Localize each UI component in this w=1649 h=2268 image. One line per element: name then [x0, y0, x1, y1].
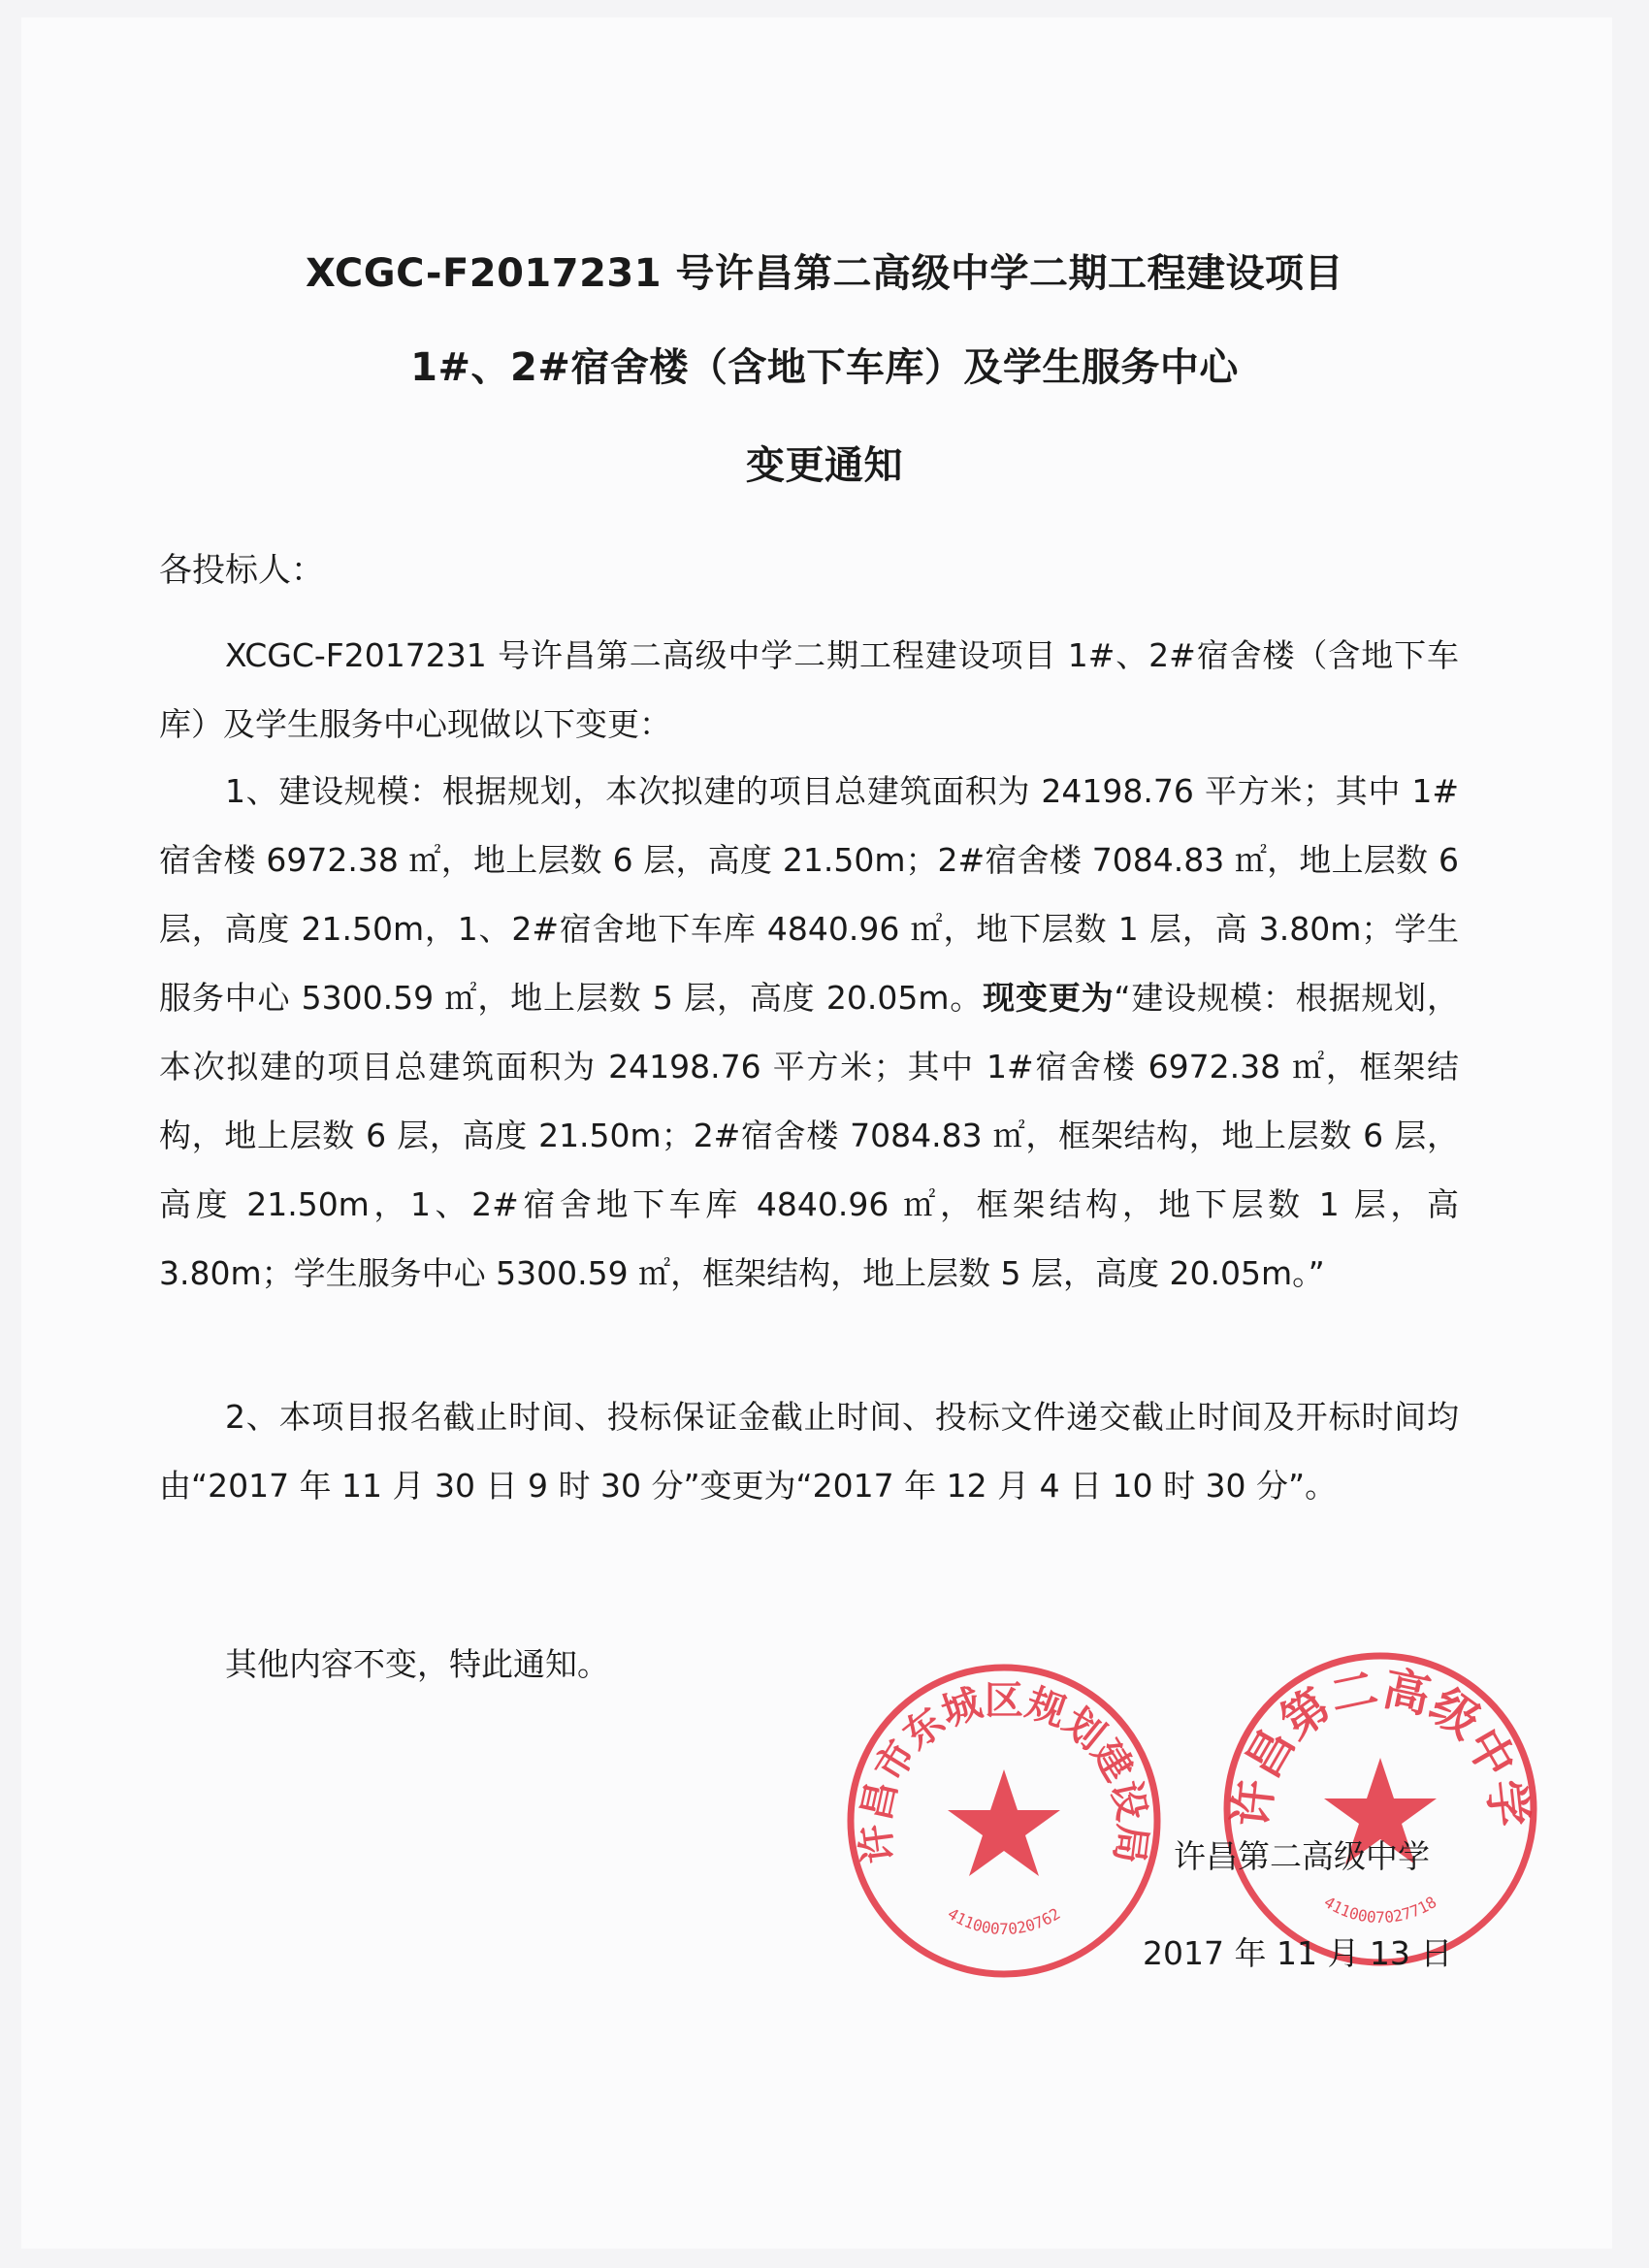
signature-date: 2017 年 11 月 13 日	[1143, 1934, 1453, 1972]
item-2-paragraph: 2、本项目报名截止时间、投标保证金截止时间、投标文件递交截止时间及开标时间均由“2017 年 11 月 30 日 9 时 30 分”变更为“2017 年 12 月 4 日 10 时 30 分”。	[159, 1398, 1459, 1505]
signature-organization: 许昌第二高级中学	[1174, 1837, 1430, 1875]
salutation: 各投标人：	[159, 551, 324, 590]
item-1-text-before: 1、建设规模：根据规划，本次拟建的项目总建筑面积为 24198.76 平方米；其中 1#宿舍楼 6972.38 ㎡，地上层数 6 层，高度 21.50m；2#宿舍楼 7084.83 ㎡，地上层数 6 层，高度 21.50m，1、2#宿舍地下车库 4840.96 ㎡，地下层数 1 层，高 3.80m；学生服务中心 5300.59 ㎡，地上层数 5 层，高度 20.05m。	[159, 772, 1459, 1017]
seal-1-number: 4110007020762	[944, 1904, 1064, 1938]
item-1-bold-phrase: 现变更为	[983, 979, 1115, 1017]
seal-2-number: 4110007027718	[1320, 1893, 1440, 1927]
official-seal-school	[1220, 1649, 1540, 1969]
official-seal-planning-bureau	[844, 1661, 1164, 1981]
seal-2-text: 许昌第二高级中学	[1224, 1661, 1536, 1830]
seal-1-text: 许昌市东城区规划建设局	[852, 1677, 1156, 1866]
closing-paragraph: 其他内容不变，特此通知。	[225, 1645, 609, 1683]
title-line-3: 变更通知	[746, 443, 903, 488]
item-1-text-after: “建设规模：根据规划，本次拟建的项目总建筑面积为 24198.76 平方米；其中 1#宿舍楼 6972.38 ㎡，框架结构，地上层数 6 层，高度 21.50m；2#宿舍楼 7084.83 ㎡，框架结构，地上层数 6 层，高度 21.50m，1、2#宿舍地下车库 4840.96 ㎡，框架结构，地下层数 1 层，高 3.80m；学生服务中心 5300.59 ㎡，框架结构，地上层数 5 层，高度 20.05m。”	[159, 979, 1460, 1292]
title-line-2: 1#、2#宿舍楼（含地下车库）及学生服务中心	[410, 345, 1239, 390]
intro-paragraph: XCGC-F2017231 号许昌第二高级中学二期工程建设项目 1#、2#宿舍楼（含地下车库）及学生服务中心现做以下变更：	[159, 636, 1459, 743]
seal-star-icon	[948, 1769, 1060, 1876]
title-line-1: XCGC-F2017231 号许昌第二高级中学二期工程建设项目	[305, 251, 1344, 296]
item-1-paragraph	[159, 757, 1459, 1308]
